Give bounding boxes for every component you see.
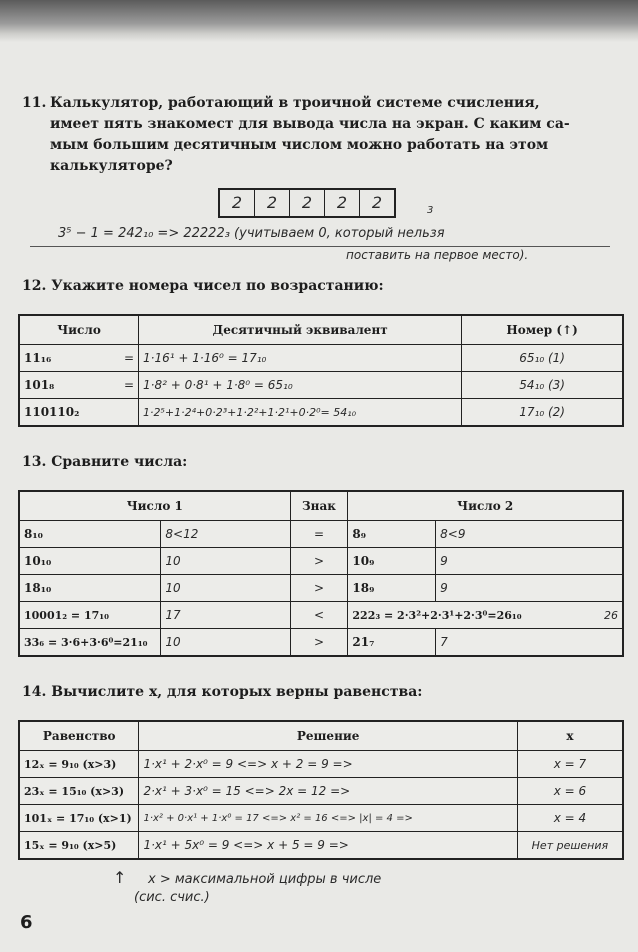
table-row <box>19 575 623 602</box>
sign-cell: = <box>290 521 348 548</box>
column-header: Номер (↑) <box>462 315 623 345</box>
number2-decimal: 26 <box>604 608 618 622</box>
number1-cell: 18₁₀ <box>19 575 161 602</box>
page-number: 6 <box>20 912 33 933</box>
number2-cell: 8₉ <box>348 521 436 548</box>
table-row <box>19 399 623 427</box>
table-row <box>19 629 623 657</box>
display-digit: 2 <box>290 190 325 216</box>
number2-cell: 10₉ <box>348 548 436 575</box>
task-13-heading: 13. Сравните числа: <box>22 454 188 470</box>
number2-cell: 21₇ <box>348 629 436 657</box>
rank-cell: 54₁₀ (3) <box>462 372 623 399</box>
table-row <box>19 832 623 860</box>
rank-cell: 65₁₀ (1) <box>462 345 623 372</box>
table-row <box>19 521 623 548</box>
number2-value: 222₃ = 2·3²+2·3¹+2·3⁰=26₁₀ <box>352 608 522 622</box>
equation-cell: 15ₓ = 9₁₀ (x>5) <box>19 832 139 860</box>
number2-cell: 18₉ <box>348 575 436 602</box>
task-14-heading: 14. Вычислите x, для которых верны равенства: <box>22 684 423 700</box>
table-row <box>19 372 623 399</box>
column-header: x <box>517 721 623 751</box>
number-cell <box>19 345 139 372</box>
task-11-answer: 3⁵ − 1 = 242₁₀ => 22222₃ (учитываем 0, который нельзя <box>58 226 445 241</box>
number2-decimal: 9 <box>436 575 623 602</box>
x-cell: x = 7 <box>517 751 623 778</box>
column-header: Число 2 <box>348 491 623 521</box>
display-digit: 2 <box>255 190 290 216</box>
table-row <box>19 602 623 629</box>
equals-sign: = <box>123 351 135 365</box>
table-header-row <box>19 491 623 521</box>
number1-decimal: 10 <box>161 575 290 602</box>
column-header: Число <box>19 315 139 345</box>
task-11-text-line4: калькуляторе? <box>50 158 173 174</box>
equivalent-cell: 1·2⁵+1·2⁴+0·2³+1·2²+1·2¹+0·2⁰= 54₁₀ <box>139 399 462 427</box>
sign-cell: < <box>290 602 348 629</box>
task-11-number: 11. <box>22 95 47 111</box>
display-digit: 2 <box>371 193 383 212</box>
number1-decimal: 10 <box>161 548 290 575</box>
x-cell: x = 6 <box>517 778 623 805</box>
number-value: 11₁₆ <box>24 351 52 365</box>
handwritten-note-cont: (сис. счис.) <box>134 890 210 905</box>
x-cell: Нет решения <box>517 832 623 860</box>
display-digit: 2 <box>325 190 360 216</box>
number1-cell: 33₆ = 3·6+3·6⁰=21₁₀ <box>19 629 161 657</box>
number-value: 110110₂ <box>24 405 80 419</box>
sign-cell: > <box>290 629 348 657</box>
equation-cell: 23ₓ = 15₁₀ (x>3) <box>19 778 139 805</box>
number-cell <box>19 372 139 399</box>
table-row <box>19 751 623 778</box>
column-header: Десятичный эквивалент <box>139 315 462 345</box>
equation-cell: 12ₓ = 9₁₀ (x>3) <box>19 751 139 778</box>
rank-cell: 17₁₀ (2) <box>462 399 623 427</box>
number1-cell: 8₁₀ <box>19 521 161 548</box>
solution-cell: 1·x¹ + 2·x⁰ = 9 <=> x + 2 = 9 => <box>139 751 517 778</box>
table-row <box>19 805 623 832</box>
task-11-text-line3: мым большим десятичным числом можно работать на этом <box>50 137 549 153</box>
task-11-text-line2: имеет пять знакомест для вывода числа на экран. С каким са- <box>50 116 570 132</box>
solution-cell: 1·x² + 0·x¹ + 1·x⁰ = 17 <=> x² = 16 <=> |x| = 4 => <box>139 805 517 832</box>
calculator-display <box>218 188 396 218</box>
table-row <box>19 345 623 372</box>
number2-decimal: 8<9 <box>436 521 623 548</box>
display-digit: 2 <box>220 190 255 216</box>
equation-cell: 101ₓ = 17₁₀ (x>1) <box>19 805 139 832</box>
answer-underline <box>30 246 610 247</box>
column-header: Решение <box>139 721 517 751</box>
equivalent-cell: 1·8² + 0·8¹ + 1·8⁰ = 65₁₀ <box>139 372 462 399</box>
number2-cell <box>348 602 623 629</box>
table-header-row <box>19 315 623 345</box>
column-header: Число 1 <box>19 491 290 521</box>
table-row <box>19 548 623 575</box>
solution-cell: 1·x¹ + 5x⁰ = 9 <=> x + 5 = 9 => <box>139 832 517 860</box>
number1-decimal: 17 <box>161 602 290 629</box>
display-base: 3 <box>427 205 434 216</box>
number-value: 101₈ <box>24 378 55 392</box>
number1-cell: 10001₂ = 17₁₀ <box>19 602 161 629</box>
task-13-table <box>18 490 624 657</box>
sign-cell: > <box>290 575 348 602</box>
number-cell <box>19 399 139 427</box>
number2-decimal: 9 <box>436 548 623 575</box>
table-row <box>19 778 623 805</box>
number2-decimal: 7 <box>436 629 623 657</box>
column-header: Знак <box>290 491 348 521</box>
top-shadow-bar <box>0 0 638 34</box>
equivalent-cell: 1·16¹ + 1·16⁰ = 17₁₀ <box>139 345 462 372</box>
x-cell: x = 4 <box>517 805 623 832</box>
equals-sign: = <box>123 378 135 392</box>
solution-cell: 2·x¹ + 3·x⁰ = 15 <=> 2x = 12 => <box>139 778 517 805</box>
handwritten-note: x > максимальной цифры в числе <box>148 872 382 887</box>
task-14-table <box>18 720 624 860</box>
task-11-text-line1: Калькулятор, работающий в троичной системе счисления, <box>50 95 540 111</box>
task-12-heading: 12. Укажите номера чисел по возрастанию: <box>22 278 384 294</box>
number1-decimal: 8<12 <box>161 521 290 548</box>
top-shadow-fade <box>0 34 638 42</box>
task-12-table <box>18 314 624 427</box>
number1-cell: 10₁₀ <box>19 548 161 575</box>
table-header-row <box>19 721 623 751</box>
number1-decimal: 10 <box>161 629 290 657</box>
task-11 <box>22 93 622 177</box>
sign-cell: > <box>290 548 348 575</box>
up-arrow-icon: ↑ <box>113 868 127 887</box>
column-header: Равенство <box>19 721 139 751</box>
task-11-answer-note: поставить на первое место). <box>346 248 529 262</box>
